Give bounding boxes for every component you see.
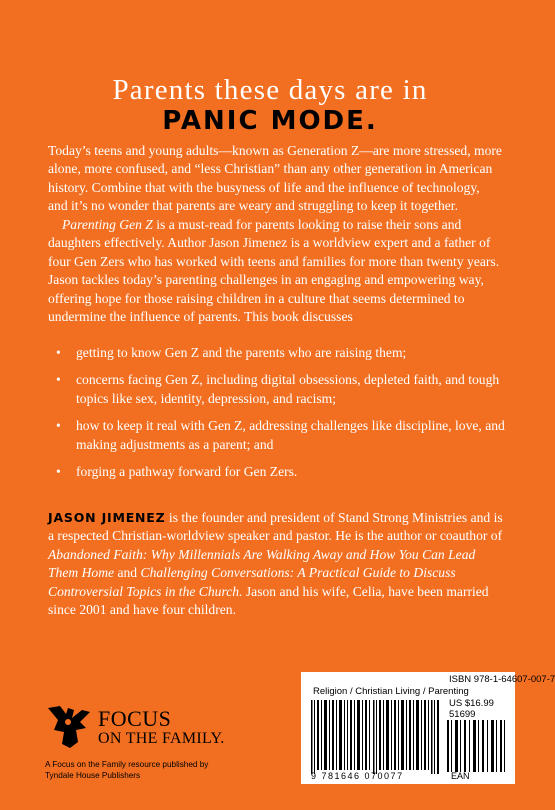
focus-on-the-family-logo: [46, 704, 225, 752]
price-code: 51699: [449, 709, 476, 720]
bullet-icon: •: [56, 464, 61, 480]
bullet-icon: •: [56, 372, 61, 388]
description-paragraph-2: [48, 216, 502, 326]
list-item: [56, 463, 506, 481]
list-item-text: forging a pathway forward for Gen Zers.: [76, 464, 298, 480]
logo-text: FOCUS: [98, 706, 172, 731]
book-title: Challenging Conversations: A Practical Guide to Discuss Controversial Topics in the Church.: [48, 565, 456, 599]
headline-line1: Parents these days are in: [112, 74, 428, 106]
author-bio-text: Jason and his wife, Celia, have been married since 2001 and have four children.: [48, 583, 489, 618]
barcode-panel: [301, 672, 555, 784]
list-item-text: how to keep it real with Gen Z, addressing challenges like discipline, love, and making adjustments as a parent; and: [76, 418, 505, 452]
price-label: US $16.99: [449, 698, 494, 709]
focus-on-the-family-figure-icon: [46, 704, 94, 750]
list-item: [56, 344, 506, 362]
list-item-text: concerns facing Gen Z, including digital obsessions, depleted faith, and tough topics like sex, identity, depression, and racism;: [76, 372, 500, 406]
ean-label: EAN: [451, 771, 470, 781]
author-name: JASON JIMENEZ: [48, 510, 166, 525]
paragraph-2-text: is a must-read for parents looking to raise their sons and daughters effectively. Author Jason Jimenez is a worldview expert and a father of four Gen Zers who has worked with teens and families for more than twenty years. Jason tackles today’s parenting challenges in an engaging and empowering way, offering hope for those raising children in a culture that seems determined to undermine the influence of parents. This book discusses: [48, 217, 500, 325]
bullet-icon: •: [56, 345, 61, 360]
list-item: [56, 417, 506, 454]
category-label: Religion / Christian Living / Parenting: [313, 686, 469, 697]
list-item-text: getting to know Gen Z and the parents who are raising them;: [76, 345, 407, 360]
publisher-line: Tyndale House Publishers: [45, 770, 141, 780]
barcode-number: 9 781646 070077: [311, 771, 404, 781]
price-barcode-icon: [447, 720, 505, 772]
barcode-icon: [311, 700, 439, 774]
headline-line2: PANIC MODE.: [162, 106, 378, 136]
publisher-credit: [45, 760, 245, 781]
isbn-label: ISBN 978-1-64607-007-7: [449, 674, 555, 685]
book-title: Parenting Gen Z: [62, 217, 153, 232]
author-bio-text: and: [114, 565, 141, 581]
bullet-icon: •: [56, 418, 61, 434]
publisher-line: A Focus on the Family resource published by: [45, 760, 209, 769]
author-bio: [48, 509, 504, 619]
logo-subtext: ON THE FAMILY.: [98, 730, 225, 747]
list-item: [56, 371, 506, 408]
book-title: Abandoned Faith: Why Millennials Are Walking Away and How You Can Lead Them Home: [48, 546, 476, 581]
author-bio-text: is the founder and president of Stand Strong Ministries and is a respected Christian-worldview speaker and pastor. He is the author or coauthor of: [48, 510, 503, 544]
description-paragraph-1: Today’s teens and young adults—known as Generation Z—are more stressed, more alone, more confused, and “less Christian” than any other generation in American history. Combine that with the busyness of life and the influence of technology, and it’s no wonder that parents are weary and struggling to keep it together.: [48, 143, 502, 214]
topics-list: [56, 344, 506, 490]
